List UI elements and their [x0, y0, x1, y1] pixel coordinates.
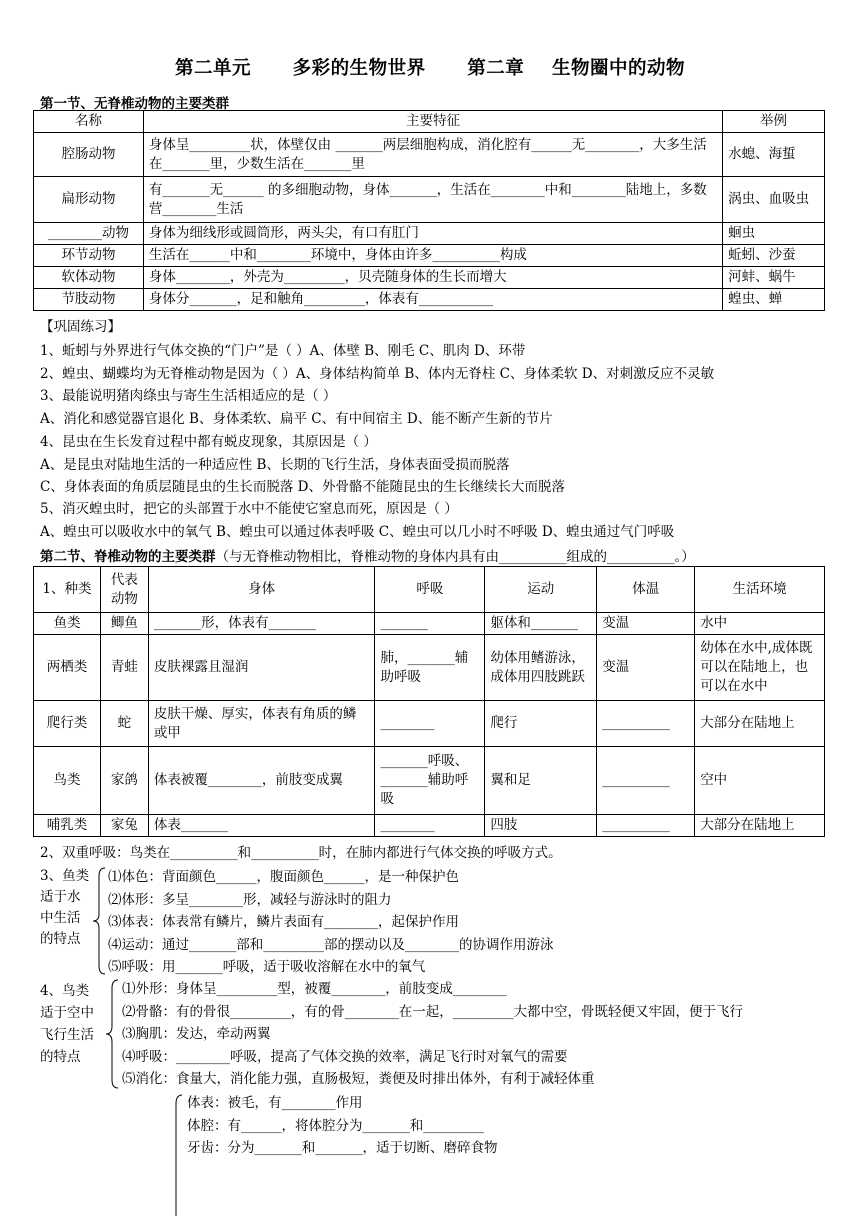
practice-line: 2、蝗虫、蝴蝶均为无脊椎动物是因为（ ）A、身体结构简单 B、体内无脊柱 C、身体柔软 D、对刺激反应不灵敏: [40, 366, 715, 382]
table-row: 鸟类 家鸽 体表被覆________，前肢变成翼 _______呼吸、_______辅助呼吸 翼和足 __________ 空中: [34, 747, 825, 815]
page-title: 第二单元 多彩的生物世界 第二章 生物圈中的动物: [174, 58, 686, 79]
bird-items: ⑴外形：身体呈_________型，被覆________，前肢变成________ ⑵骨骼：有的骨很_________，有的骨________在一起，_________大都中空，骨既轻便又牢固，便于飞行 ⑶胸肌：发达，牵动两翼 ⑷呼吸：________呼吸，提高了气体交换的效率，满足飞行时对氧气的需要 ⑸消化：食量大，消化能力强，直肠极短，粪便及时排出体外，有利于减轻体重: [122, 981, 743, 1087]
mammal-brace-icon: [168, 1092, 184, 1216]
practice-heading: 【巩固练习】: [40, 319, 121, 335]
section1-heading: 第一节、无脊椎动物的主要类群: [40, 96, 229, 112]
practice-line: 4、昆虫在生长发育过程中都有蜕皮现象，其原因是（ ）: [40, 434, 377, 450]
double-breath-line: 2、双重呼吸：鸟类在__________和__________时，在肺内都进行气体交换的呼吸方式。: [40, 845, 562, 861]
header-example: 举例: [723, 111, 825, 133]
table-row: 爬行类 蛇 皮肤干燥、厚实，体表有角质的鳞或甲 ________ 爬行 __________ 大部分在陆地上: [34, 701, 825, 747]
fish-items: ⑴体色：背面颜色______，腹面颜色______，是一种保护色 ⑵体形：多呈________形，减轻与游泳时的阻力 ⑶体表：体表常有鳞片，鳞片表面有________，起保护作用 ⑷运动：通过_______部和_________部的摆动以及________的协调作用游泳 ⑸呼吸：用_______呼吸，适于吸收溶解在水中的氧气: [108, 869, 554, 975]
table-row: 环节动物 生活在______中和________环境中，身体由许多__________构成 蚯蚓、沙蚕: [34, 245, 825, 267]
header-feature: 主要特征: [143, 111, 722, 133]
practice-line: 1、蚯蚓与外界进行气体交换的“门户”是（ ）A、体壁 B、刚毛 C、肌肉 D、环带: [40, 343, 526, 359]
table-row: 哺乳类 家兔 体表_______ ________ 四肢 __________ 大部分在陆地上: [34, 815, 825, 837]
mammal-items: 体表：被毛，有________作用 体腔：有______，将体腔分为_______和_________ 牙齿：分为_______和_______，适于切断、磨碎食物: [187, 1095, 498, 1156]
table-row: ________动物 身体为细线形或圆筒形，两头尖，有口有肛门 蛔虫: [34, 223, 825, 245]
fish-brace-icon: [91, 866, 107, 976]
invertebrate-table: [33, 110, 825, 311]
practice-line: A、蝗虫可以吸收水中的氧气 B、蝗虫可以通过体表呼吸 C、蝗虫可以几小时不呼吸 D、蝗虫通过气门呼吸: [40, 524, 675, 540]
table-row: 鱼类 鲫鱼 _______形，体表有_______ _______ 躯体和_______ 变温 水中: [34, 613, 825, 635]
bird-brace-icon: [104, 978, 120, 1090]
practice-line: 5、消灭蝗虫时，把它的头部置于水中不能使它窒息而死，原因是（ ）: [40, 501, 458, 517]
header-name: 名称: [34, 111, 144, 133]
section2-heading: 第二节、脊椎动物的主要类群（与无脊椎动物相比，脊椎动物的身体内具有由__________组成的__________。）: [40, 549, 695, 565]
fish-label: 3、鱼类 适于水 中生活 的特点: [40, 868, 90, 947]
practice-line: A、是昆虫对陆地生活的一种适应性 B、长期的飞行生活，身体表面受损而脱落: [40, 457, 510, 473]
vertebrate-table: 1、种类 代表动物 身体 呼吸 运动 体温 生活环境 鱼类 鲫鱼 _______形，体表有_______ _______ 躯体和_______ 变温 水中 两栖类 青蛙 皮肤裸露且湿润 肺，_______辅助呼吸 幼体用鳍游泳，成体用四肢跳跃 变温 幼体在水中,成体既可以在陆地上，也可以在水中 爬行类 蛇 皮肤干燥、厚实，体表有角质的鳞或甲 ________ 爬行 __________ 大部分在陆地上 鸟类 家鸽 体表被覆________，前肢变成翼 _______呼吸、_______辅助呼吸 翼和足 __________ 空中 哺乳类 家兔 体表_______ ________ 四肢 __________ 大部分在陆地上: [33, 566, 825, 837]
table-row: 节肢动物 身体分_______，足和触角_________，体表有___________ 蝗虫、蝉: [34, 289, 825, 311]
table-row: 腔肠动物 身体呈_________状，体壁仅由 _______两层细胞构成，消化腔有______无________，大多生活在_______里，少数生活在_______里 水螅、海蜇: [34, 133, 825, 177]
practice-line: 3、最能说明猪肉绦虫与寄生生活相适应的是（ ）: [40, 388, 337, 404]
table-row: 软体动物 身体________，外壳为_________，贝壳随身体的生长而增大 河蚌、蜗牛: [34, 267, 825, 289]
bird-label: 4、鸟类 适于空中 飞行生活 的特点: [40, 983, 94, 1065]
practice-line: A、消化和感觉器官退化 B、身体柔软、扁平 C、有中间宿主 D、能不断产生新的节片: [40, 411, 553, 427]
practice-line: C、身体表面的角质层随昆虫的生长而脱落 D、外骨骼不能随昆虫的生长继续长大而脱落: [40, 479, 565, 495]
table-row: 扁形动物 有_______无______ 的多细胞动物，身体_______，生活在________中和________陆地上，多数营________生活 涡虫、血吸虫: [34, 177, 825, 223]
table-row: 两栖类 青蛙 皮肤裸露且湿润 肺，_______辅助呼吸 幼体用鳍游泳，成体用四肢跳跃 变温 幼体在水中,成体既可以在陆地上，也可以在水中: [34, 635, 825, 701]
section2-heading-note: （与无脊椎动物相比，脊椎动物的身体内具有由__________组成的__________。）: [215, 549, 695, 565]
